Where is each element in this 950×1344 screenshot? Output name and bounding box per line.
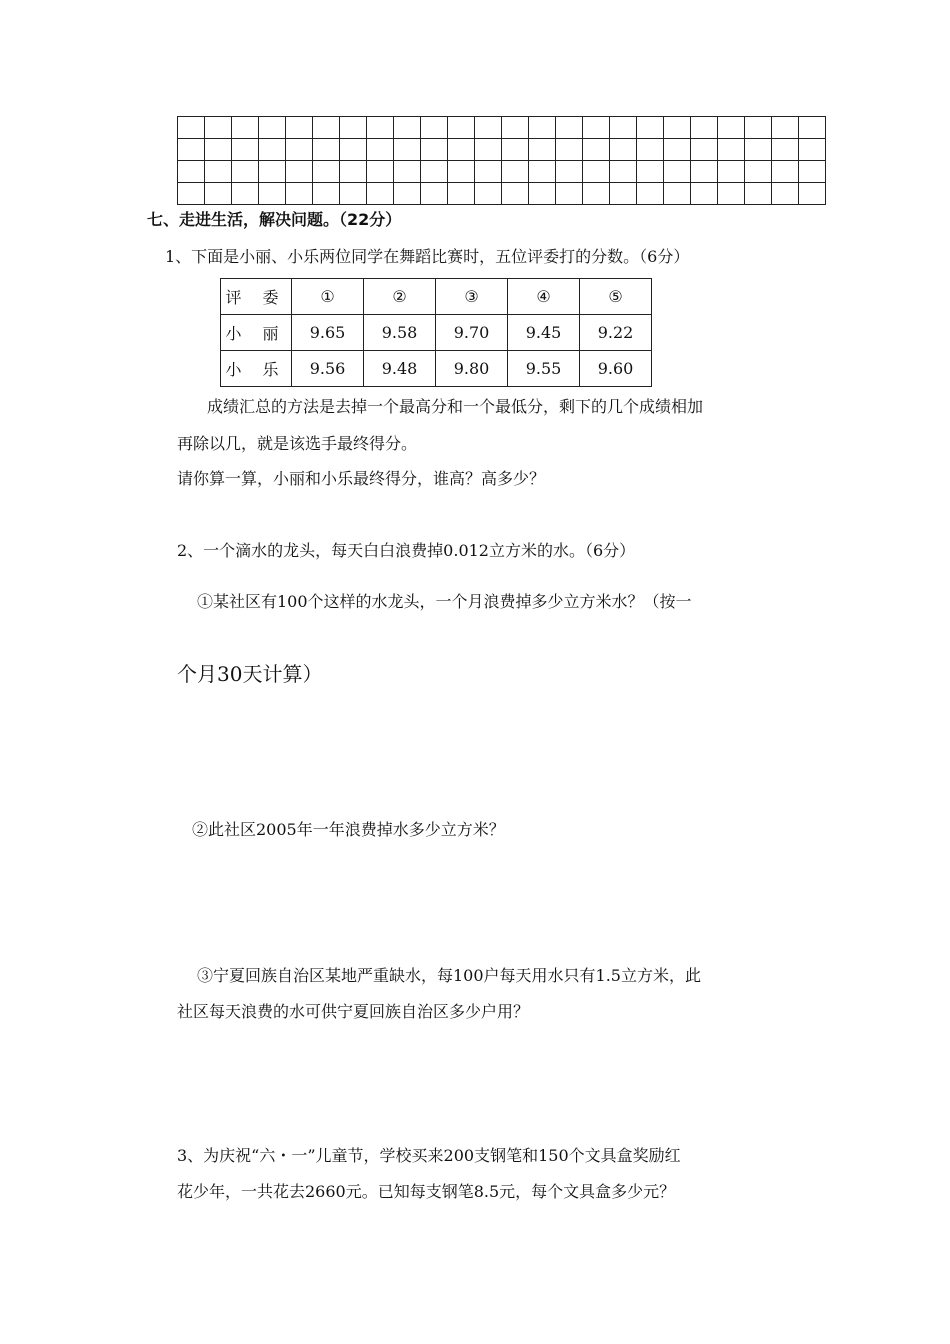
score-table-header-row [221,279,652,315]
grid-cell [313,139,340,161]
grid-cell [475,139,502,161]
grid-cell [664,139,691,161]
header-cell: 评 委 [221,279,292,315]
q1-prompt: 1、下面是小丽、小乐两位同学在舞蹈比赛时，五位评委打的分数。（6分） [165,247,690,266]
grid-cell [313,161,340,183]
grid-cell [583,183,610,205]
q1-question: 请你算一算，小丽和小乐最终得分，谁高？高多少？ [177,469,546,488]
grid-cell [556,139,583,161]
grid-cell [772,117,799,139]
grid-cell [772,139,799,161]
grid-cell [448,161,475,183]
grid-cell [637,139,664,161]
grid-cell [529,161,556,183]
grid-cell [394,161,421,183]
grid-row [178,139,826,161]
q2-sub1-line1: ①某社区有100个这样的水龙头，一个月浪费掉多少立方米水？（按一 [197,592,692,611]
grid-row [178,161,826,183]
grid-cell [502,161,529,183]
q2-sub1-line2: 个月30天计算） [177,662,323,686]
grid-cell [475,117,502,139]
grid-cell [745,161,772,183]
grid-cell [529,183,556,205]
grid-cell [367,183,394,205]
score-cell: 9.56 [292,351,364,387]
grid-cell [205,117,232,139]
grid-cell [799,117,826,139]
grid-cell [637,183,664,205]
grid-cell [232,183,259,205]
row-label: 小 乐 [221,351,292,387]
header-cell: ① [292,279,364,315]
grid-cell [556,183,583,205]
grid-cell [340,139,367,161]
grid-cell [178,139,205,161]
score-cell: 9.70 [436,315,508,351]
score-cell: 9.45 [508,315,580,351]
grid-cell [691,139,718,161]
grid-cell [340,183,367,205]
answer-grid [177,116,826,205]
score-table-row [221,351,652,387]
grid-cell [205,161,232,183]
grid-cell [232,139,259,161]
score-cell: 9.60 [580,351,652,387]
grid-cell [745,117,772,139]
grid-row [178,183,826,205]
grid-cell [718,161,745,183]
score-cell: 9.65 [292,315,364,351]
grid-cell [205,139,232,161]
header-cell: ④ [508,279,580,315]
grid-cell [529,139,556,161]
grid-cell [313,183,340,205]
grid-cell [448,139,475,161]
grid-cell [502,139,529,161]
grid-cell [205,183,232,205]
grid-cell [664,183,691,205]
grid-cell [529,117,556,139]
grid-cell [394,183,421,205]
score-cell: 9.48 [364,351,436,387]
grid-cell [610,161,637,183]
grid-cell [259,139,286,161]
grid-cell [718,117,745,139]
grid-cell [421,161,448,183]
q2-sub2: ②此社区2005年一年浪费掉水多少立方米？ [192,820,505,839]
grid-cell [448,183,475,205]
grid-cell [367,117,394,139]
header-cell: ② [364,279,436,315]
grid-cell [259,161,286,183]
grid-cell [691,183,718,205]
grid-cell [367,139,394,161]
grid-cell [286,183,313,205]
grid-cell [718,183,745,205]
score-cell: 9.22 [580,315,652,351]
grid-cell [691,161,718,183]
grid-cell [610,183,637,205]
grid-cell [583,161,610,183]
grid-cell [367,161,394,183]
grid-cell [610,139,637,161]
header-cell: ⑤ [580,279,652,315]
grid-cell [556,117,583,139]
q1-rule-line1: 成绩汇总的方法是去掉一个最高分和一个最低分，剩下的几个成绩相加 [207,397,704,416]
grid-cell [475,183,502,205]
grid-cell [637,117,664,139]
q1-rule-line2: 再除以几，就是该选手最终得分。 [177,434,418,453]
grid-cell [421,139,448,161]
grid-cell [232,117,259,139]
grid-cell [664,117,691,139]
grid-cell [772,183,799,205]
grid-cell [502,183,529,205]
grid-cell [718,139,745,161]
grid-cell [772,161,799,183]
q2-sub3-line1: ③宁夏回族自治区某地严重缺水，每100户每天用水只有1.5立方米，此 [197,966,701,985]
grid-cell [394,139,421,161]
score-cell: 9.55 [508,351,580,387]
grid-cell [340,117,367,139]
grid-cell [502,117,529,139]
score-cell: 9.80 [436,351,508,387]
grid-cell [259,117,286,139]
grid-cell [259,183,286,205]
header-cell: ③ [436,279,508,315]
grid-cell [556,161,583,183]
row-label: 小 丽 [221,315,292,351]
score-table-row [221,315,652,351]
grid-row [178,117,826,139]
grid-cell [691,117,718,139]
grid-cell [799,139,826,161]
grid-cell [232,161,259,183]
grid-cell [178,183,205,205]
grid-cell [637,161,664,183]
section-title: 七、走进生活，解决问题。（22分） [147,210,402,229]
grid-cell [583,117,610,139]
grid-cell [421,117,448,139]
score-table [220,278,652,387]
grid-cell [448,117,475,139]
grid-cell [313,117,340,139]
q3-line1: 3、为庆祝“六・一”儿童节，学校买来200支钢笔和150个文具盒奖励红 [177,1146,681,1165]
score-cell: 9.58 [364,315,436,351]
grid-cell [664,161,691,183]
grid-cell [799,161,826,183]
grid-cell [286,117,313,139]
grid-cell [475,161,502,183]
grid-cell [745,139,772,161]
q2-prompt: 2、一个滴水的龙头，每天白白浪费掉0.012立方米的水。（6分） [177,541,636,560]
q2-sub3-line2: 社区每天浪费的水可供宁夏回族自治区多少户用？ [177,1002,530,1021]
grid-cell [745,183,772,205]
grid-cell [178,161,205,183]
grid-cell [178,117,205,139]
grid-cell [583,139,610,161]
grid-cell [610,117,637,139]
grid-cell [421,183,448,205]
grid-cell [340,161,367,183]
grid-cell [799,183,826,205]
q3-line2: 花少年，一共花去2660元。已知每支钢笔8.5元，每个文具盒多少元？ [177,1182,676,1201]
grid-cell [286,139,313,161]
grid-cell [394,117,421,139]
grid-cell [286,161,313,183]
